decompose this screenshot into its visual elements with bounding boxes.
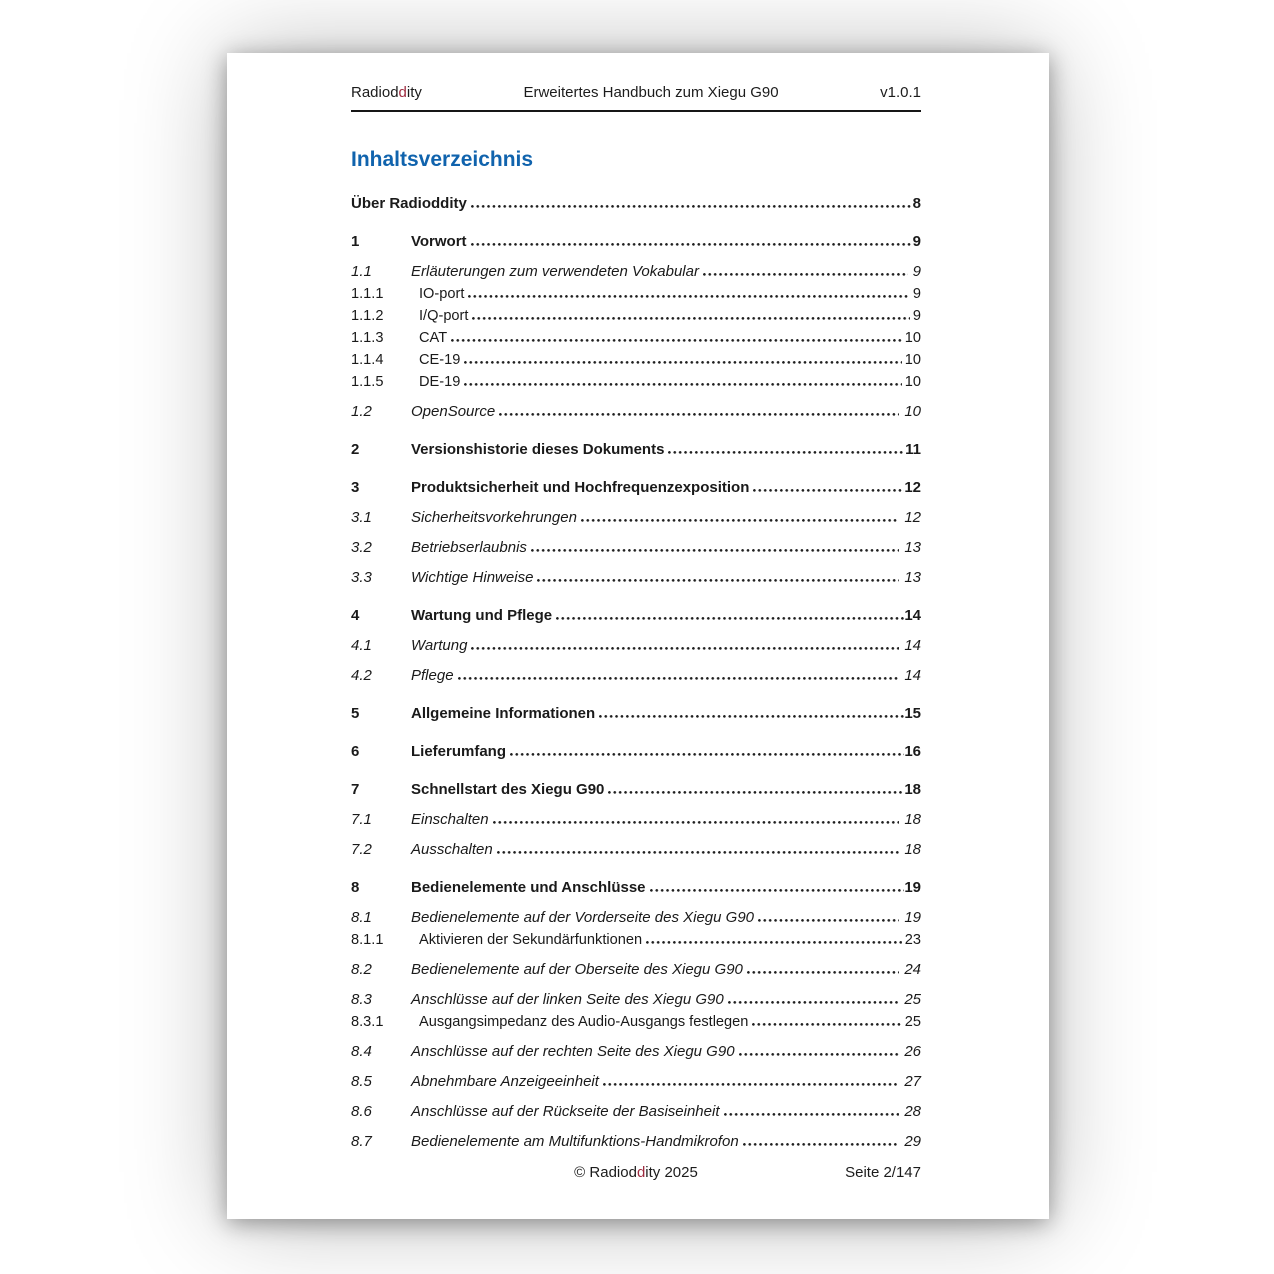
footer-copyright [574,1162,698,1184]
dotted-leader [497,851,900,854]
toc-entry-number: 4.2 [351,667,372,684]
dotted-leader [608,791,904,794]
toc-entry-title: CAT [419,330,448,346]
toc-entry-title: Pflege [411,667,454,684]
toc-entry-title: Produktsicherheit und Hochfrequenzexposition [411,479,750,496]
dotted-leader [471,205,913,208]
dotted-leader [499,413,899,416]
dotted-leader [451,339,902,342]
toc-entry-number: 3.2 [351,539,372,556]
toc-entry-page: 26 [904,1043,921,1060]
toc-entry-title: Anschlüsse auf der Rückseite der Basiseinheit [411,1103,720,1120]
toc-entry-page: 28 [904,1103,921,1120]
toc-entry[interactable] [351,507,921,529]
toc-entry-title: Wartung und Pflege [411,607,553,624]
page-footer [351,1162,921,1184]
toc-entry-number: 6 [351,743,360,760]
toc-entry-title: Bedienelemente auf der Vorderseite des Xiegu G90 [411,909,755,926]
dotted-leader [650,889,905,892]
dotted-leader [537,579,899,582]
toc-entry-number: 7.1 [351,811,372,828]
toc-entry-page: 14 [904,637,921,654]
toc-entry-title: CE-19 [419,352,461,368]
toc-entry-page: 10 [904,374,921,390]
toc-entry-title: Erläuterungen zum verwendeten Vokabular [411,263,699,280]
toc-entry-number: 3 [351,479,360,496]
brand-prefix: Radiod [351,84,399,101]
toc-entry[interactable] [351,1131,921,1153]
toc-entry[interactable] [351,371,921,393]
toc-entry-page: 18 [904,781,921,798]
toc-entry-page: 18 [904,811,921,828]
toc-entry[interactable] [351,741,921,763]
toc-entry[interactable] [351,305,921,327]
toc-entry[interactable] [351,665,921,687]
toc-entry[interactable] [351,401,921,423]
toc-entry-title: Abnehmbare Anzeigeeinheit [411,1073,599,1090]
toc-entry-title: Einschalten [411,811,489,828]
toc-entry-number: 4.1 [351,637,372,654]
toc-entry-title: Bedienelemente am Multifunktions-Handmikrofon [411,1133,739,1150]
toc-entry[interactable] [351,477,921,499]
toc-entry[interactable] [351,283,921,305]
toc-entry[interactable] [351,349,921,371]
toc-entry-number: 4 [351,607,360,624]
dotted-leader [531,549,899,552]
toc-entry-page: 8 [912,195,921,212]
dotted-leader [468,295,909,298]
dotted-leader [472,317,909,320]
toc-entry-page: 12 [904,509,921,526]
toc-entry-title: OpenSource [411,403,496,420]
toc-entry[interactable] [351,193,921,215]
dotted-leader [471,647,899,650]
toc-entry-page: 25 [904,991,921,1008]
toc-entry-page: 11 [905,441,921,458]
dotted-leader [739,1053,900,1056]
toc-entry-number: 8.1.1 [351,932,384,948]
toc-entry[interactable] [351,439,921,461]
footer-page-number: Seite 2/147 [845,1164,921,1181]
toc-entry-number: 8.7 [351,1133,372,1150]
toc-entry-title: Wartung [411,637,468,654]
toc-entry-page: 15 [904,705,921,722]
dotted-leader [724,1113,900,1116]
toc-entry-title: Sicherheitsvorkehrungen [411,509,577,526]
toc-entry-number: 2 [351,441,360,458]
copyright-accent: d [636,1164,646,1181]
toc-entry-number: 8.3 [351,991,372,1008]
dotted-leader [703,273,908,276]
brand-accent: d [398,84,407,101]
dotted-leader [752,1023,901,1026]
dotted-leader [646,941,902,944]
toc-entry-title: Ausschalten [411,841,493,858]
toc-entry-number: 8.3.1 [351,1014,384,1030]
toc-entry-number: 8.4 [351,1043,372,1060]
brand-suffix: ity [406,84,422,101]
page-header [351,83,921,112]
toc-entry[interactable] [351,635,921,657]
toc-entry-title: Lieferumfang [411,743,507,760]
toc-entry-title: Vorwort [411,233,467,250]
toc-entry-number: 1.1.4 [351,352,384,368]
toc-entry-title: Anschlüsse auf der rechten Seite des Xiegu G90 [411,1043,735,1060]
toc-entry-page: 10 [904,352,921,368]
toc-entry-page: 13 [904,539,921,556]
toc-entry[interactable] [351,839,921,861]
toc-entry-number: 7.2 [351,841,372,858]
toc-entry-page: 16 [904,743,921,760]
toc-entry-title: Aktivieren der Sekundärfunktionen [419,932,643,948]
toc-entry-number: 3.3 [351,569,372,586]
toc-entry[interactable] [351,877,921,899]
toc-entry-number: 1.2 [351,403,372,420]
toc-entry-number: 1.1.1 [351,286,384,302]
toc-entry-page: 9 [912,233,921,250]
toc-entry-title: DE-19 [419,374,461,390]
toc-entry[interactable] [351,929,921,951]
toc-entry[interactable] [351,959,921,981]
toc-entry-page: 18 [904,841,921,858]
toc-entry-title: Wichtige Hinweise [411,569,534,586]
toc-entry-page: 13 [904,569,921,586]
dotted-leader [728,1001,900,1004]
toc-entry[interactable] [351,327,921,349]
toc-entry-page: 24 [904,961,921,978]
toc-entry-number: 8 [351,879,360,896]
dotted-leader [471,243,913,246]
dotted-leader [510,753,904,756]
toc-entry[interactable] [351,989,921,1011]
toc-entry[interactable] [351,605,921,627]
toc-entry-page: 27 [904,1073,921,1090]
dotted-leader [668,451,905,454]
toc-entry-page: 9 [912,263,921,280]
toc-entry-page: 19 [904,879,921,896]
toc-entry[interactable] [351,1101,921,1123]
toc-entry-number: 1.1.5 [351,374,384,390]
toc-entry-page: 9 [912,308,921,324]
dotted-leader [458,677,900,680]
toc-entry[interactable] [351,261,921,283]
toc-heading: Inhaltsverzeichnis [351,148,534,171]
document-page [227,53,1049,1219]
toc-entry[interactable] [351,537,921,559]
toc-entry-number: 8.5 [351,1073,372,1090]
toc-entry-title: I/Q-port [419,308,469,324]
toc-entry-number: 5 [351,705,360,722]
toc-entry-number: 1 [351,233,360,250]
toc-entry-page: 29 [904,1133,921,1150]
toc-entry-title: Bedienelemente auf der Oberseite des Xiegu G90 [411,961,743,978]
toc-entry[interactable] [351,809,921,831]
toc-entry[interactable] [351,703,921,725]
toc-entry-title: Bedienelemente und Anschlüsse [411,879,646,896]
dotted-leader [556,617,904,620]
toc-entry[interactable] [351,567,921,589]
toc-entry-number: 1.1.3 [351,330,384,346]
dotted-leader [581,519,899,522]
toc-entry-page: 14 [904,667,921,684]
toc-entry-number: 7 [351,781,360,798]
toc-entry-title: Betriebserlaubnis [411,539,527,556]
dotted-leader [464,383,901,386]
toc-entry-title: IO-port [419,286,465,302]
toc-entry-page: 9 [912,286,921,302]
toc-entry-number: 8.1 [351,909,372,926]
toc-entry-page: 14 [904,607,921,624]
copyright-suffix: ity 2025 [645,1164,698,1181]
toc-entry[interactable] [351,1011,921,1033]
toc-entry[interactable] [351,779,921,801]
toc-entry-number: 8.6 [351,1103,372,1120]
toc-entry-title: Ausgangsimpedanz des Audio-Ausgangs festlegen [419,1014,749,1030]
dotted-leader [493,821,900,824]
toc-entry-page: 23 [904,932,921,948]
toc-entry-page: 19 [904,909,921,926]
toc-entry-number: 1.1.2 [351,308,384,324]
toc-entry-title: Schnellstart des Xiegu G90 [411,781,605,798]
toc-entry-title: Allgemeine Informationen [411,705,596,722]
toc-entry-title: Über Radioddity [351,195,467,212]
toc-entry[interactable] [351,907,921,929]
toc-entry-page: 12 [904,479,921,496]
toc-entry-title: Anschlüsse auf der linken Seite des Xiegu G90 [411,991,724,1008]
header-version: v1.0.1 [880,84,921,101]
toc-entry-number: 8.2 [351,961,372,978]
toc-entry-number: 3.1 [351,509,372,526]
toc-entry[interactable] [351,1041,921,1063]
dotted-leader [747,971,899,974]
dotted-leader [599,715,904,718]
dotted-leader [743,1143,900,1146]
header-doc-title: Erweitertes Handbuch zum Xiegu G90 [523,84,779,101]
toc-entry-page: 10 [904,330,921,346]
toc-entry-title: Versionshistorie dieses Dokuments [411,441,665,458]
toc-entry[interactable] [351,231,921,253]
dotted-leader [603,1083,899,1086]
dotted-leader [464,361,901,364]
toc-entry-page: 25 [904,1014,921,1030]
toc-list [351,177,921,1153]
brand-logo [351,83,422,103]
dotted-leader [753,489,904,492]
copyright-prefix: © Radiod [574,1164,637,1181]
toc-entry-number: 1.1 [351,263,372,280]
toc-entry[interactable] [351,1071,921,1093]
toc-entry-page: 10 [904,403,921,420]
dotted-leader [758,919,899,922]
